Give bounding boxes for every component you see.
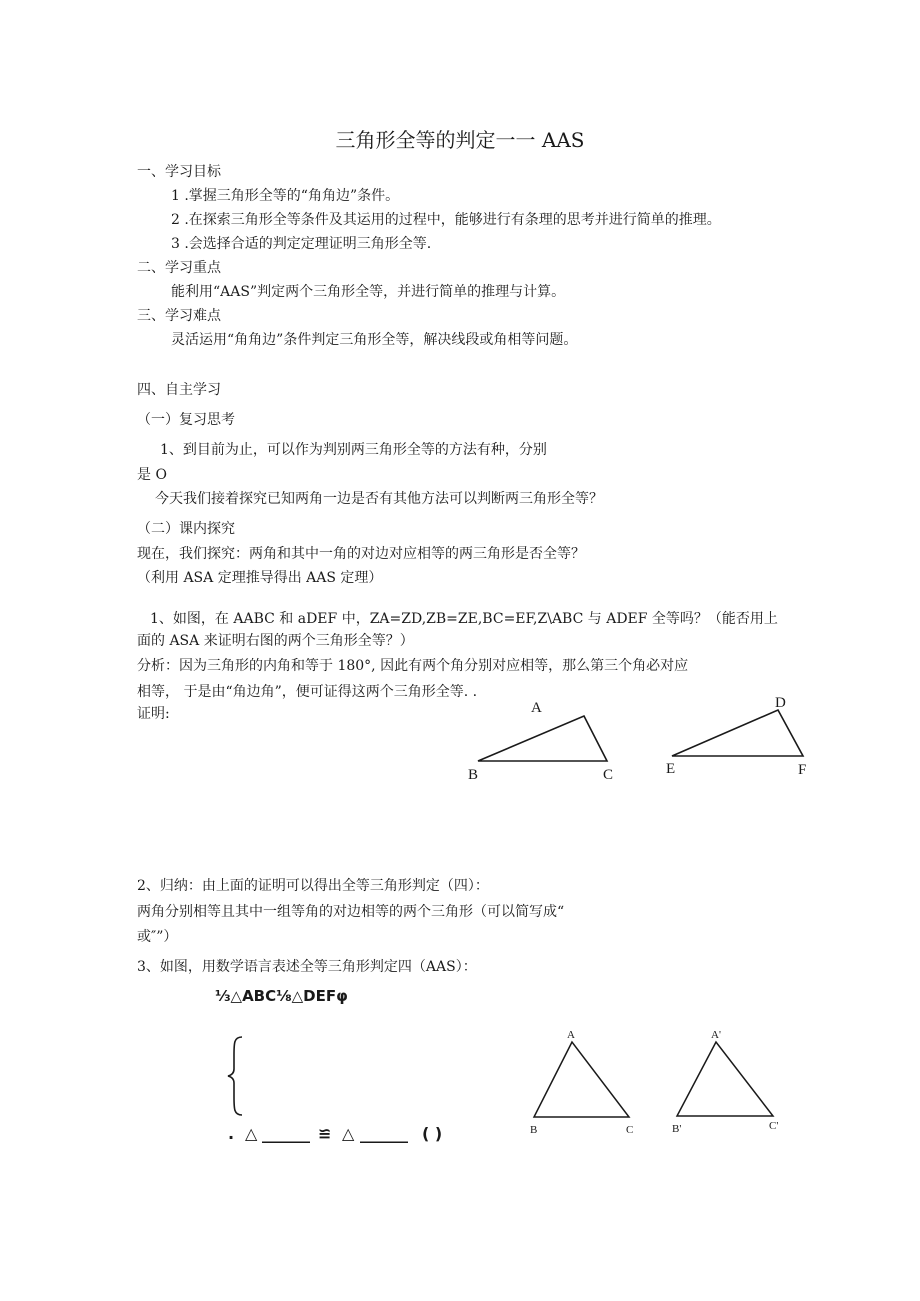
goal-item-1: 1 .掌握三角形全等的“角角边”条件。 (171, 188, 400, 204)
figure-triangles-abc-a2b2c2 (520, 1025, 800, 1140)
label-F: F (798, 762, 807, 778)
formula-blank-2: ______ (360, 1124, 408, 1143)
analysis-line-1: 分析：因为三角形的内角和等于 180°, 因此有两个角分别对应相等，那么第三个角必对应 (137, 658, 689, 674)
formula-blank-1: ______ (262, 1124, 310, 1143)
goal-item-2: 2 .在探索三角形全等条件及其运用的过程中，能够进行有条理的思考并进行简单的推理。 (171, 212, 721, 228)
garbled-symbol-line: ⅓△ABC⅛△DEFφ (215, 987, 348, 1005)
label-C: C (603, 767, 614, 783)
section-heading-focus: 二、学习重点 (137, 260, 221, 276)
question-1-cont: 是 O (137, 467, 167, 483)
label-A-prime: A' (711, 1029, 721, 1041)
formula-triangle-1: △ (245, 1124, 258, 1143)
left-brace (226, 1035, 250, 1117)
label-B-prime: B' (672, 1123, 682, 1135)
triangle-abc-2 (534, 1042, 629, 1117)
example-3: 3、如图，用数学语言表述全等三角形判定四（AAS）： (137, 959, 477, 975)
analysis-line-2: 相等， 于是由“角边角”，便可证得这两个三角形全等. . (137, 684, 478, 700)
label-A: A (531, 700, 542, 716)
section-heading-self-study: 四、自主学习 (137, 382, 221, 398)
question-1: 1、到目前为止，可以作为判别两三角形全等的方法有种，分别 (160, 442, 547, 458)
triangle-a2b2c2 (677, 1042, 773, 1116)
formula-paren: ( ) (422, 1124, 443, 1143)
section-heading-goals: 一、学习目标 (137, 164, 221, 180)
triangle-def (672, 710, 803, 756)
proof-label: 证明: (137, 706, 170, 722)
formula-lead: . (228, 1124, 235, 1143)
formula-triangle-2: △ (342, 1124, 355, 1143)
subheading-explore: （二）课内探究 (137, 521, 235, 537)
page-title: 三角形全等的判定一一 AAS (335, 128, 585, 152)
summary-line-2: 两角分别相等且其中一组等角的对边相等的两个三角形（可以简写成“ (137, 904, 565, 920)
label-D: D (775, 695, 786, 711)
explore-paragraph: 现在，我们探究：两角和其中一角的对边对应相等的两三角形是否全等？ (137, 546, 585, 562)
goal-item-3: 3 .会选择合适的判定定理证明三角形全等. (171, 236, 432, 252)
label-B-2: B (530, 1124, 538, 1136)
summary-line-1: 2、归纳：由上面的证明可以得出全等三角形判定（四）： (137, 878, 489, 894)
explore-hint: （利用 ASA 定理推导得出 AAS 定理） (137, 570, 383, 586)
triangle-abc (478, 716, 607, 761)
figure-triangles-abc-def (460, 690, 820, 790)
section-heading-difficulty: 三、学习难点 (137, 308, 221, 324)
subheading-review: （一）复习思考 (137, 412, 235, 428)
label-C-2: C (626, 1124, 634, 1136)
label-B: B (468, 767, 479, 783)
example-1-line-2: 面的 ASA 来证明右图的两个三角形全等？） (137, 633, 414, 649)
formula-congruent: ≌ (318, 1124, 332, 1143)
focus-body: 能利用“AAS”判定两个三角形全等，并进行简单的推理与计算。 (171, 284, 566, 300)
label-C-prime: C' (769, 1120, 779, 1132)
label-A-2: A (567, 1029, 575, 1041)
difficulty-body: 灵活运用“角角边”条件判定三角形全等，解决线段或角相等问题。 (171, 332, 578, 348)
example-1-line-1: 1、如图，在 AABC 和 aDEF 中，ZA=ZD,ZB=ZE,BC=EF,Z\ABC 与 ADEF 全等吗？（能否用上 (150, 611, 778, 627)
today-paragraph: 今天我们接着探究已知两角一边是否有其他方法可以判断两三角形全等？ (155, 491, 603, 507)
summary-line-3: 或″”） (137, 929, 178, 945)
label-E: E (666, 761, 676, 777)
